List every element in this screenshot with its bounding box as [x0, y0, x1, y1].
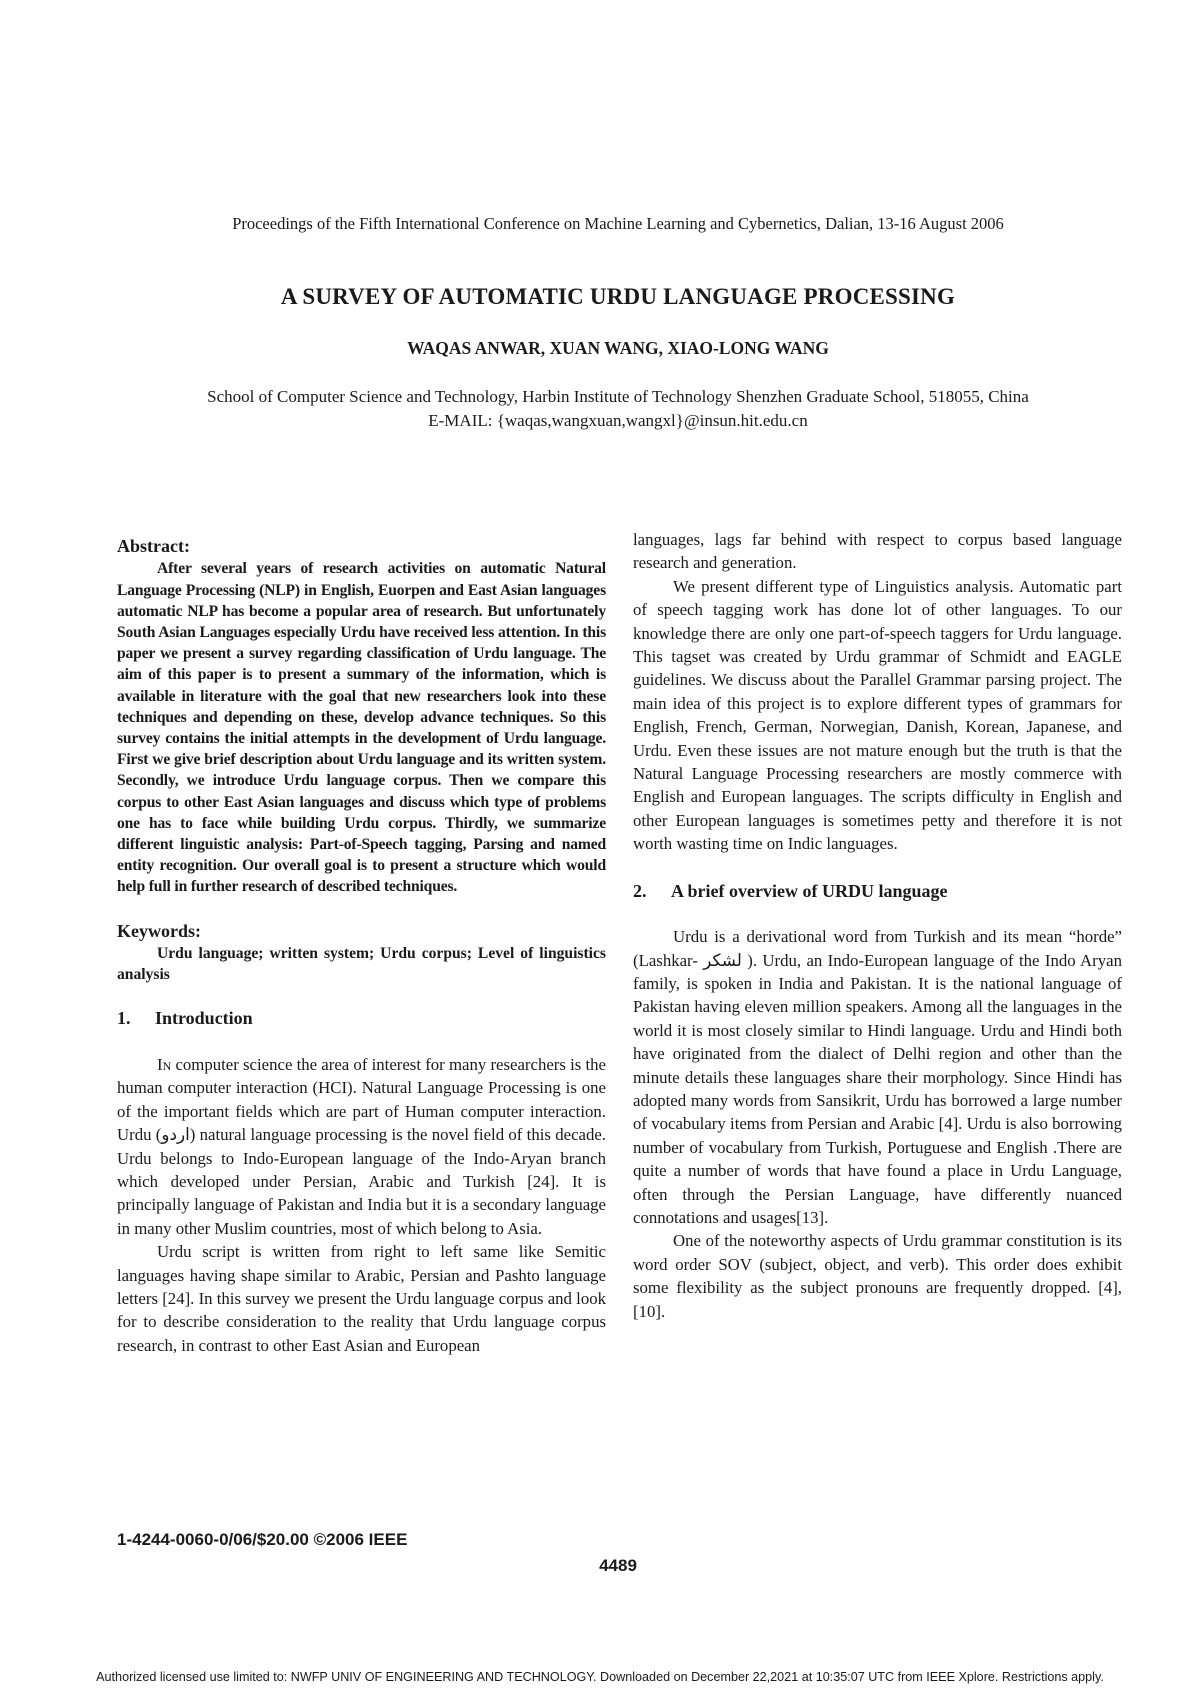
page-number: 4489 [599, 1556, 637, 1575]
section-introduction-heading [117, 1007, 606, 1030]
lashkar-word: لشکر [703, 949, 742, 970]
right-column [633, 528, 1122, 1323]
section-number: 1. [117, 1008, 131, 1029]
intro-text-b: ) natural language processing is the novel field of this decade. Urdu belongs to Indo-European language of the Indo-Aryan branch which developed under Persian, Arabic and Turkish [24]. It is principally language of Pakistan and India but it is a secondary language in many other Muslim countries, most of which belong to Asia. [117, 1125, 606, 1238]
word-order-paragraph: One of the noteworthy aspects of Urdu grammar constitution is its word order SOV (subject, object, and verb). This order does exhibit some flexibility as the subject pronouns are frequently dropped. [4], [10]. [633, 1231, 1122, 1321]
section-number: 2. [633, 880, 647, 901]
conference-line: Proceedings of the Fifth International Conference on Machine Learning and Cybernetics, Dalian, 13-16 August 2006 [232, 214, 1004, 233]
intro-paragraph-2: Urdu script is written from right to left same like Semitic languages having shape similar to Arabic, Persian and Pashto language letters [24]. In this survey we present the Urdu language corpus and look for to describe consideration to the reality that Urdu language corpus research, in contrast to other East Asian and European [117, 1242, 606, 1355]
ieee-copyright: 1-4244-0060-0/06/$20.00 ©2006 IEEE [117, 1530, 408, 1549]
linguistics-paragraph: We present different type of Linguistics analysis. Automatic part of speech tagging work has done lot of other languages. To our knowledge there are only one part-of-speech taggers for Urdu language. This tagset was created by Urdu grammar of Schmidt and EAGLE guidelines. We discuss about the Parallel Grammar parsing project. The main idea of this project is to explore different types of grammars for English, French, German, Norwegian, Danish, Korean, Japanese, and Urdu. Even these issues are not mature enough but the truth is that the Natural Language Processing researchers are mostly commerce with English and European languages. The scripts difficulty in English and other European languages is sometimes petty and therefore it is not worth wasting time on Indic languages. [633, 576, 1122, 854]
keywords-heading: Keywords: [117, 920, 201, 941]
section-title: A brief overview of URDU language [671, 880, 948, 901]
urdu-word: اردو [161, 1124, 190, 1145]
overview-text-b: ). Urdu, an Indo-European language of the Indo Aryan family, is spoken in India and Pakistan. It is the national language of Pakistan having eleven million speakers. Among all the languages in the world it is most closely similar to Hindi language. Urdu and Hindi both have originated from the dialect of Delhi region and other than the minute details these languages share their morphology. Since Hindi has adopted many words from Sansikrit, Urdu has borrowed a large number of vocabulary items from Persian and Arabic [4]. Urdu is also borrowing number of vocabulary from Turkish, Portuguese and English .There are quite a number of words that have found a place in Urdu Language, often through the Persian Language, have differently nuanced connotations and usages[13]. [633, 950, 1122, 1227]
author-list: WAQAS ANWAR, XUAN WANG, XIAO-LONG WANG [407, 338, 829, 358]
intro-text-a: computer science the area of interest for many researchers is the human computer interaction (HCI). Natural Language Processing is one of the important fields which are part of Human computer interaction. Urdu ( [117, 1054, 606, 1145]
right-continuation: languages, lags far behind with respect to corpus based language research and generation. [633, 530, 1122, 573]
overview-text-a: Urdu is a derivational word from Turkish and its mean “horde” (Lashkar- [633, 927, 1122, 970]
email: E-MAIL: {waqas,wangxuan,wangxl}@insun.hit.edu.cn [428, 411, 808, 430]
abstract-text: After several years of research activities on automatic Natural Language Processing (NLP) in English, Euorpen and East Asian languages automatic NLP has become a popular area of research. But unfortunately South Asian Languages especially Urdu have received less attention. In this paper we present a survey regarding classification of Urdu language. The aim of this paper is to present a summary of the information, which is available in literature with the goal that new researchers look into these techniques and depending on these, develop advance techniques. So this survey contains the initial attempts in the development of Urdu language. First we give brief description about Urdu language and its written system. Secondly, we introduce Urdu language corpus. Then we compare this corpus to other East Asian languages and discuss which type of problems one has to face while building Urdu corpus. Thirdly, we summarize different linguistic analysis: Part-of-Speech tagging, Parsing and named entity recognition. Our overall goal is to present a structure which would help full in further research of described techniques. [117, 560, 606, 896]
intro-paragraph-1 [117, 1053, 606, 1240]
overview-paragraph [633, 925, 1122, 1229]
section-title: Introduction [155, 1008, 253, 1029]
paper-title: A SURVEY OF AUTOMATIC URDU LANGUAGE PROCESSING [280, 284, 956, 309]
authorized-use-notice: Authorized licensed use limited to: NWFP UNIV OF ENGINEERING AND TECHNOLOGY. Downloaded on December 22,2021 at 10:35:07 UTC from IEEE Xplore. Restrictions apply. [96, 1670, 1104, 1684]
affiliation-block [0, 385, 1200, 433]
left-column [117, 535, 606, 1357]
affiliation: School of Computer Science and Technology, Harbin Institute of Technology Shenzhen Graduate School, 518055, China [207, 387, 1029, 406]
dropcap: In [157, 1054, 172, 1074]
abstract-heading: Abstract: [117, 536, 190, 556]
keywords-text: Urdu language; written system; Urdu corpus; Level of linguistics analysis [117, 945, 606, 984]
section-overview-heading [633, 880, 1122, 903]
